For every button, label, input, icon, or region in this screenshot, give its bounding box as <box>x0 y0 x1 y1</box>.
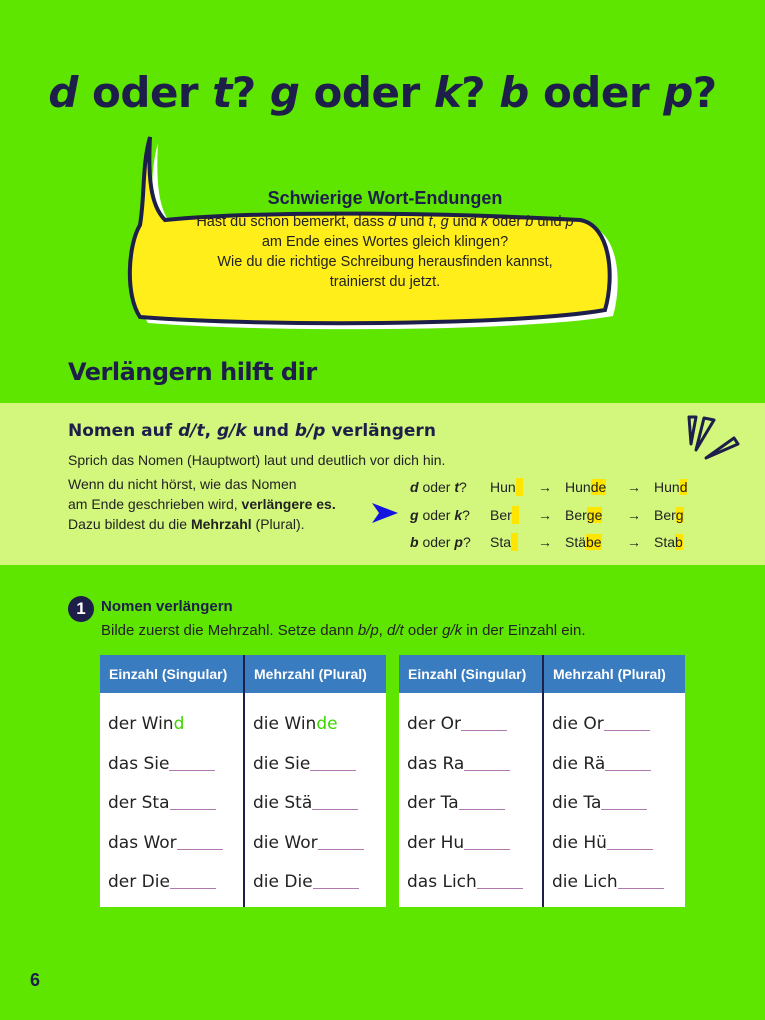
column-singular <box>100 655 243 907</box>
word-stem: die Wor <box>253 832 318 853</box>
arrow-icon: → <box>538 479 552 495</box>
s: und <box>396 214 429 230</box>
s: Hast du schon bemerkt, dass <box>196 214 389 230</box>
s: oder <box>418 479 455 495</box>
s: , <box>378 622 388 639</box>
t: d <box>48 68 78 117</box>
word-stem: die Win <box>253 714 317 734</box>
s: p <box>565 214 574 230</box>
t: g <box>269 68 300 117</box>
word-stem: der Win <box>108 714 174 734</box>
example-singular <box>654 474 687 502</box>
highlight: be <box>586 534 602 550</box>
table-cell <box>245 745 386 785</box>
exercise-number: 1 <box>68 596 94 622</box>
word-stem: die Die <box>253 872 313 892</box>
answer-blank[interactable] <box>618 888 664 889</box>
sample-answer: d <box>173 714 185 734</box>
table-cell <box>245 863 386 903</box>
examples <box>410 474 687 557</box>
s: Ber <box>654 506 676 523</box>
table-cell <box>100 745 243 785</box>
word-stem: der Die <box>108 872 170 892</box>
column-plural <box>243 655 386 907</box>
s: d/t <box>178 421 205 441</box>
word-stem: der Hu <box>407 832 465 853</box>
t: ? <box>231 68 270 117</box>
s: Nomen auf <box>68 421 179 441</box>
table-cell <box>544 824 685 864</box>
s: und <box>448 214 481 230</box>
s: b/p <box>357 622 379 639</box>
example-letters <box>410 502 490 530</box>
s: Dazu bildest du die <box>68 516 191 532</box>
table-cell <box>544 745 685 785</box>
info-title <box>68 421 436 441</box>
example-row <box>410 474 687 502</box>
answer-blank[interactable] <box>169 770 215 771</box>
answer-blank[interactable] <box>464 770 510 771</box>
s: ? <box>459 479 467 495</box>
t: ? <box>692 68 717 117</box>
example-row <box>410 529 687 557</box>
example-plural <box>565 529 627 557</box>
answer-blank[interactable] <box>464 849 510 850</box>
table-cell <box>399 745 542 785</box>
t: k <box>433 68 462 117</box>
table-cell <box>100 824 243 864</box>
highlight: b <box>675 534 683 550</box>
s: g <box>440 214 449 230</box>
s: Bilde zuerst die Mehrzahl. Setze dann <box>101 622 358 639</box>
s: oder <box>488 214 526 230</box>
page-title <box>0 68 765 117</box>
letter: t <box>454 479 460 495</box>
table-cell <box>399 824 542 864</box>
column-header: Mehrzahl (Plural) <box>245 655 386 693</box>
s: am Ende geschrieben wird, <box>68 496 242 512</box>
example-stem <box>490 529 538 557</box>
s: Hun <box>490 479 516 495</box>
example-letters <box>410 474 490 502</box>
cells <box>100 693 243 903</box>
s: und <box>533 214 566 230</box>
column-header: Mehrzahl (Plural) <box>544 655 685 693</box>
example-plural <box>565 502 627 530</box>
letter: d <box>410 479 419 495</box>
highlight: g <box>675 506 684 523</box>
t: b <box>499 68 529 117</box>
letter: b <box>410 534 419 550</box>
cells <box>544 693 685 903</box>
s: Hun <box>565 479 591 495</box>
example-plural <box>565 474 627 502</box>
table-cell <box>100 705 243 745</box>
answer-blank[interactable] <box>170 888 216 889</box>
example-row <box>410 502 687 530</box>
example-stem <box>490 474 538 502</box>
example-singular <box>654 502 684 530</box>
answer-blank[interactable] <box>310 770 356 771</box>
s: , <box>204 421 217 441</box>
bubble-line <box>160 212 610 232</box>
example-stem <box>490 502 538 530</box>
table-cell <box>544 784 685 824</box>
s: oder <box>403 622 443 639</box>
s: Ber <box>490 506 512 523</box>
answer-blank[interactable] <box>477 888 523 889</box>
exercise-title: Nomen verlängern <box>101 598 233 615</box>
bubble-text <box>160 188 610 292</box>
word-stem: das Wor <box>108 832 177 853</box>
s: d <box>388 214 397 230</box>
column-singular <box>399 655 542 907</box>
s: ? <box>462 506 470 523</box>
word-stem: die Or <box>552 714 604 734</box>
table-cell <box>245 784 386 824</box>
cells <box>399 693 542 903</box>
t: ? <box>461 68 500 117</box>
column-header: Einzahl (Singular) <box>399 655 542 693</box>
word-stem: der Or <box>407 714 462 734</box>
blank-highlight <box>516 478 523 496</box>
s: verlängere es. <box>241 496 336 512</box>
word-stem: die Lich <box>552 872 618 892</box>
s: oder <box>418 506 455 523</box>
s: (Plural). <box>251 516 305 532</box>
arrow-icon: → <box>538 506 552 523</box>
column-plural <box>542 655 685 907</box>
table-cell <box>100 863 243 903</box>
table-cell <box>100 784 243 824</box>
highlight: ge <box>586 506 603 523</box>
highlight: d <box>679 479 688 495</box>
s: Sta <box>654 534 676 550</box>
emphasis-lines-icon <box>686 414 742 462</box>
arrow-icon: → <box>538 534 552 550</box>
table-right <box>399 655 685 907</box>
arrow-icon: → <box>627 534 641 550</box>
s: Ber <box>565 506 587 523</box>
s: , <box>432 214 441 230</box>
table-cell <box>544 863 685 903</box>
word-stem: die Hü <box>552 832 607 853</box>
answer-blank[interactable] <box>170 809 216 810</box>
bubble-line: am Ende eines Wortes gleich klingen? <box>261 234 509 250</box>
answer-blank[interactable] <box>318 849 364 850</box>
letter: k <box>454 506 463 523</box>
word-stem: die Sie <box>253 753 311 774</box>
exercise-instruction <box>101 622 585 639</box>
t: oder <box>528 68 664 117</box>
arrow-icon: → <box>627 479 641 495</box>
letter: p <box>454 534 463 550</box>
letter: g <box>410 506 419 523</box>
answer-blank[interactable] <box>461 730 507 731</box>
answer-blank[interactable] <box>601 809 647 810</box>
answer-blank[interactable] <box>604 730 650 731</box>
answer-blank[interactable] <box>607 849 653 850</box>
table-cell <box>544 705 685 745</box>
blank-highlight <box>512 506 519 524</box>
word-stem: der Ta <box>407 793 459 813</box>
highlight: de <box>590 479 607 495</box>
blank-highlight <box>511 533 518 551</box>
s: b/p <box>294 421 326 441</box>
table-cell <box>399 784 542 824</box>
table-cell <box>245 705 386 745</box>
s: oder <box>418 534 455 550</box>
word-stem: die Stä <box>253 793 313 813</box>
word-stem: die Ta <box>552 793 602 813</box>
s: verlängern <box>325 421 436 441</box>
t: oder <box>299 68 434 117</box>
table-cell <box>399 863 542 903</box>
s: Sta <box>490 534 512 550</box>
word-stem: das Lich <box>407 872 477 892</box>
s: k <box>480 214 489 230</box>
s: in der Einzahl ein. <box>462 622 586 639</box>
s: Stä <box>565 534 587 550</box>
bubble-line: trainierst du jetzt. <box>329 274 441 290</box>
answer-blank[interactable] <box>313 888 359 889</box>
word-stem: das Ra <box>407 753 465 774</box>
answer-blank[interactable] <box>605 770 651 771</box>
word-stem: der Sta <box>108 793 170 813</box>
t: oder <box>77 68 213 117</box>
info-paragraph: Sprich das Nomen (Hauptwort) laut und deutlich vor dich hin. <box>68 452 446 468</box>
answer-blank[interactable] <box>459 809 505 810</box>
s: d/t <box>387 622 404 639</box>
bubble-heading: Schwierige Wort-Endungen <box>267 188 503 208</box>
s: b <box>525 214 534 230</box>
t: t <box>212 68 232 117</box>
answer-blank[interactable] <box>177 849 223 850</box>
s: Wenn du nicht hörst, wie das Nomen <box>68 476 297 492</box>
answer-blank[interactable] <box>312 809 358 810</box>
table-cell <box>399 705 542 745</box>
t: p <box>663 68 693 117</box>
column-header: Einzahl (Singular) <box>100 655 243 693</box>
example-singular <box>654 529 683 557</box>
table-left <box>100 655 386 907</box>
s: Hun <box>654 479 680 495</box>
cells <box>245 693 386 903</box>
word-stem: das Sie <box>108 753 170 774</box>
sample-answer: de <box>316 714 338 734</box>
arrowhead-icon <box>372 503 398 523</box>
table-cell <box>245 824 386 864</box>
s: Mehrzahl <box>190 516 252 532</box>
s: t <box>428 214 433 230</box>
arrow-icon: → <box>627 506 641 523</box>
section-heading: Verlängern hilft dir <box>68 358 317 386</box>
s: und <box>246 421 295 441</box>
page-number: 6 <box>30 970 41 990</box>
bubble-line: Wie du die richtige Schreibung herausfinden kannst, <box>217 254 553 270</box>
example-letters <box>410 529 490 557</box>
info-paragraph <box>68 474 336 534</box>
s: g/k <box>442 622 463 639</box>
s: ? <box>462 534 471 550</box>
word-stem: die Rä <box>552 753 606 774</box>
s: g/k <box>216 421 247 441</box>
